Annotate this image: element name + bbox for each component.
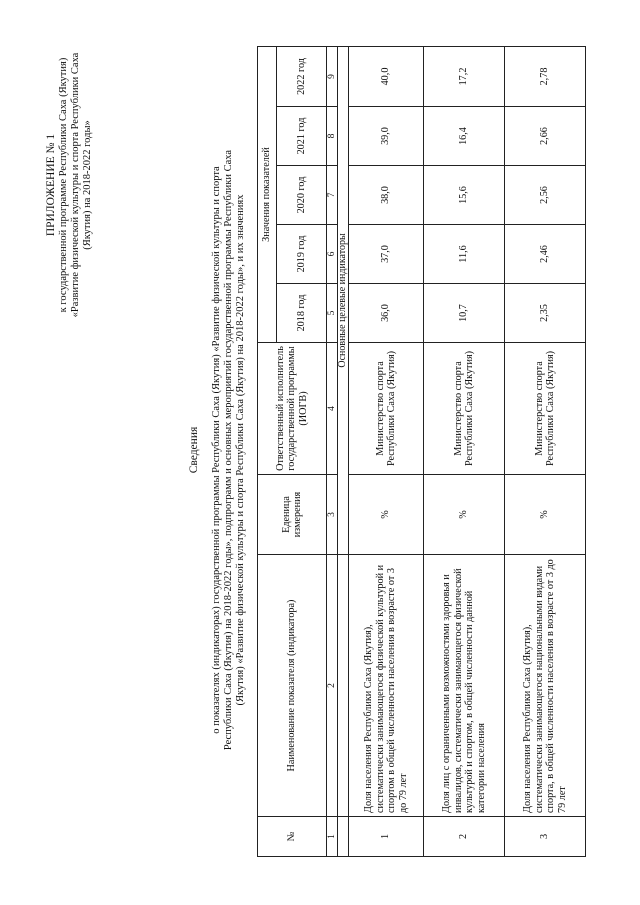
section-spacer: [338, 555, 349, 817]
appendix-title: ПРИЛОЖЕНИЕ № 1: [45, 133, 57, 237]
column-number-row: [327, 46, 338, 856]
row-num: 3: [505, 817, 586, 857]
row-value: 2,66: [505, 107, 586, 166]
row-num: 2: [424, 817, 505, 857]
row-value: 10,7: [424, 284, 505, 343]
column-number: 1: [327, 817, 338, 857]
appendix-header: [45, 20, 94, 350]
header-name: Наименование показателя (индикатора): [258, 555, 327, 817]
header-responsible: Ответственный исполнитель государственной программы (ИОГВ): [258, 343, 327, 475]
row-value: 2,56: [505, 166, 586, 225]
row-value: 36,0: [349, 284, 424, 343]
document-heading: [188, 145, 247, 755]
table-row: [505, 46, 586, 856]
header-year: 2020 год: [277, 166, 327, 225]
table-row: [349, 46, 424, 856]
column-number: 6: [327, 225, 338, 284]
row-value: 15,6: [424, 166, 505, 225]
row-indicator-name: Доля населения Республики Саха (Якутия), систематически занимающегося физической культурой и спортом в общей численности населения в возрасте от 3 до 79 лет: [349, 555, 424, 817]
row-unit: %: [349, 475, 424, 555]
row-indicator-name: Доля населения Республики Саха (Якутия), систематически занимающегося национальными видами спорта, в общей численности населения в возрасте от 3 до 79 лет: [505, 555, 586, 817]
appendix-line-1: к государственной программе Республики Саха (Якутия): [58, 57, 69, 313]
column-number: 9: [327, 46, 338, 106]
row-responsible: Министерство спорта Республики Саха (Якутия): [349, 343, 424, 475]
row-indicator-name: Доля лиц с ограниченными возможностями здоровья и инвалидов, систематически занимающегося физической культурой и спортом, в общей численности данной категории населения: [424, 555, 505, 817]
appendix-line-2: «Развитие физической культуры и спорта Республики Саха: [70, 52, 81, 318]
header-year: 2018 год: [277, 284, 327, 343]
header-year: 2022 год: [277, 46, 327, 106]
row-value: 39,0: [349, 107, 424, 166]
row-responsible: Министерство спорта Республики Саха (Якутия): [424, 343, 505, 475]
row-responsible: Министерство спорта Республики Саха (Якутия): [505, 343, 586, 475]
row-value: 40,0: [349, 46, 424, 106]
column-number: 7: [327, 166, 338, 225]
header-unit: Еденица измерения: [258, 475, 327, 555]
row-value: 11,6: [424, 225, 505, 284]
appendix-line-3: (Якутия) на 2018-2022 годы»: [82, 120, 93, 250]
row-value: 2,35: [505, 284, 586, 343]
column-number: 2: [327, 555, 338, 817]
column-number: 3: [327, 475, 338, 555]
heading-text: о показателях (индикаторах) государственной программы Республики Саха (Якутия) «Развитие физической культуры и спорта Республики Саха (Якутия) на 2018-2022 годы», подпрограмм и основных мероприятий государственной программы Республики Саха (Якутия) «Развитие физической культуры и спорта Республики Саха (Якутия) на 2018-2022 годы», и их значениях: [211, 149, 246, 751]
header-values: Значения показателей: [258, 46, 277, 342]
column-number: 4: [327, 343, 338, 475]
row-value: 2,78: [505, 46, 586, 106]
column-number: 8: [327, 107, 338, 166]
section-title: Основные целевые индикаторы: [338, 46, 349, 554]
section-spacer: [338, 817, 349, 857]
header-year: 2019 год: [277, 225, 327, 284]
heading-title: Сведения: [188, 426, 200, 474]
row-value: 16,4: [424, 107, 505, 166]
section-row: [338, 46, 349, 856]
indicators-table: [257, 46, 586, 857]
row-value: 37,0: [349, 225, 424, 284]
row-num: 1: [349, 817, 424, 857]
row-unit: %: [505, 475, 586, 555]
row-value: 2,46: [505, 225, 586, 284]
table-header-row-1: [258, 46, 277, 856]
header-num: №: [258, 817, 327, 857]
header-year: 2021 год: [277, 107, 327, 166]
column-number: 5: [327, 284, 338, 343]
table-row: [424, 46, 505, 856]
row-value: 38,0: [349, 166, 424, 225]
row-value: 17,2: [424, 46, 505, 106]
row-unit: %: [424, 475, 505, 555]
